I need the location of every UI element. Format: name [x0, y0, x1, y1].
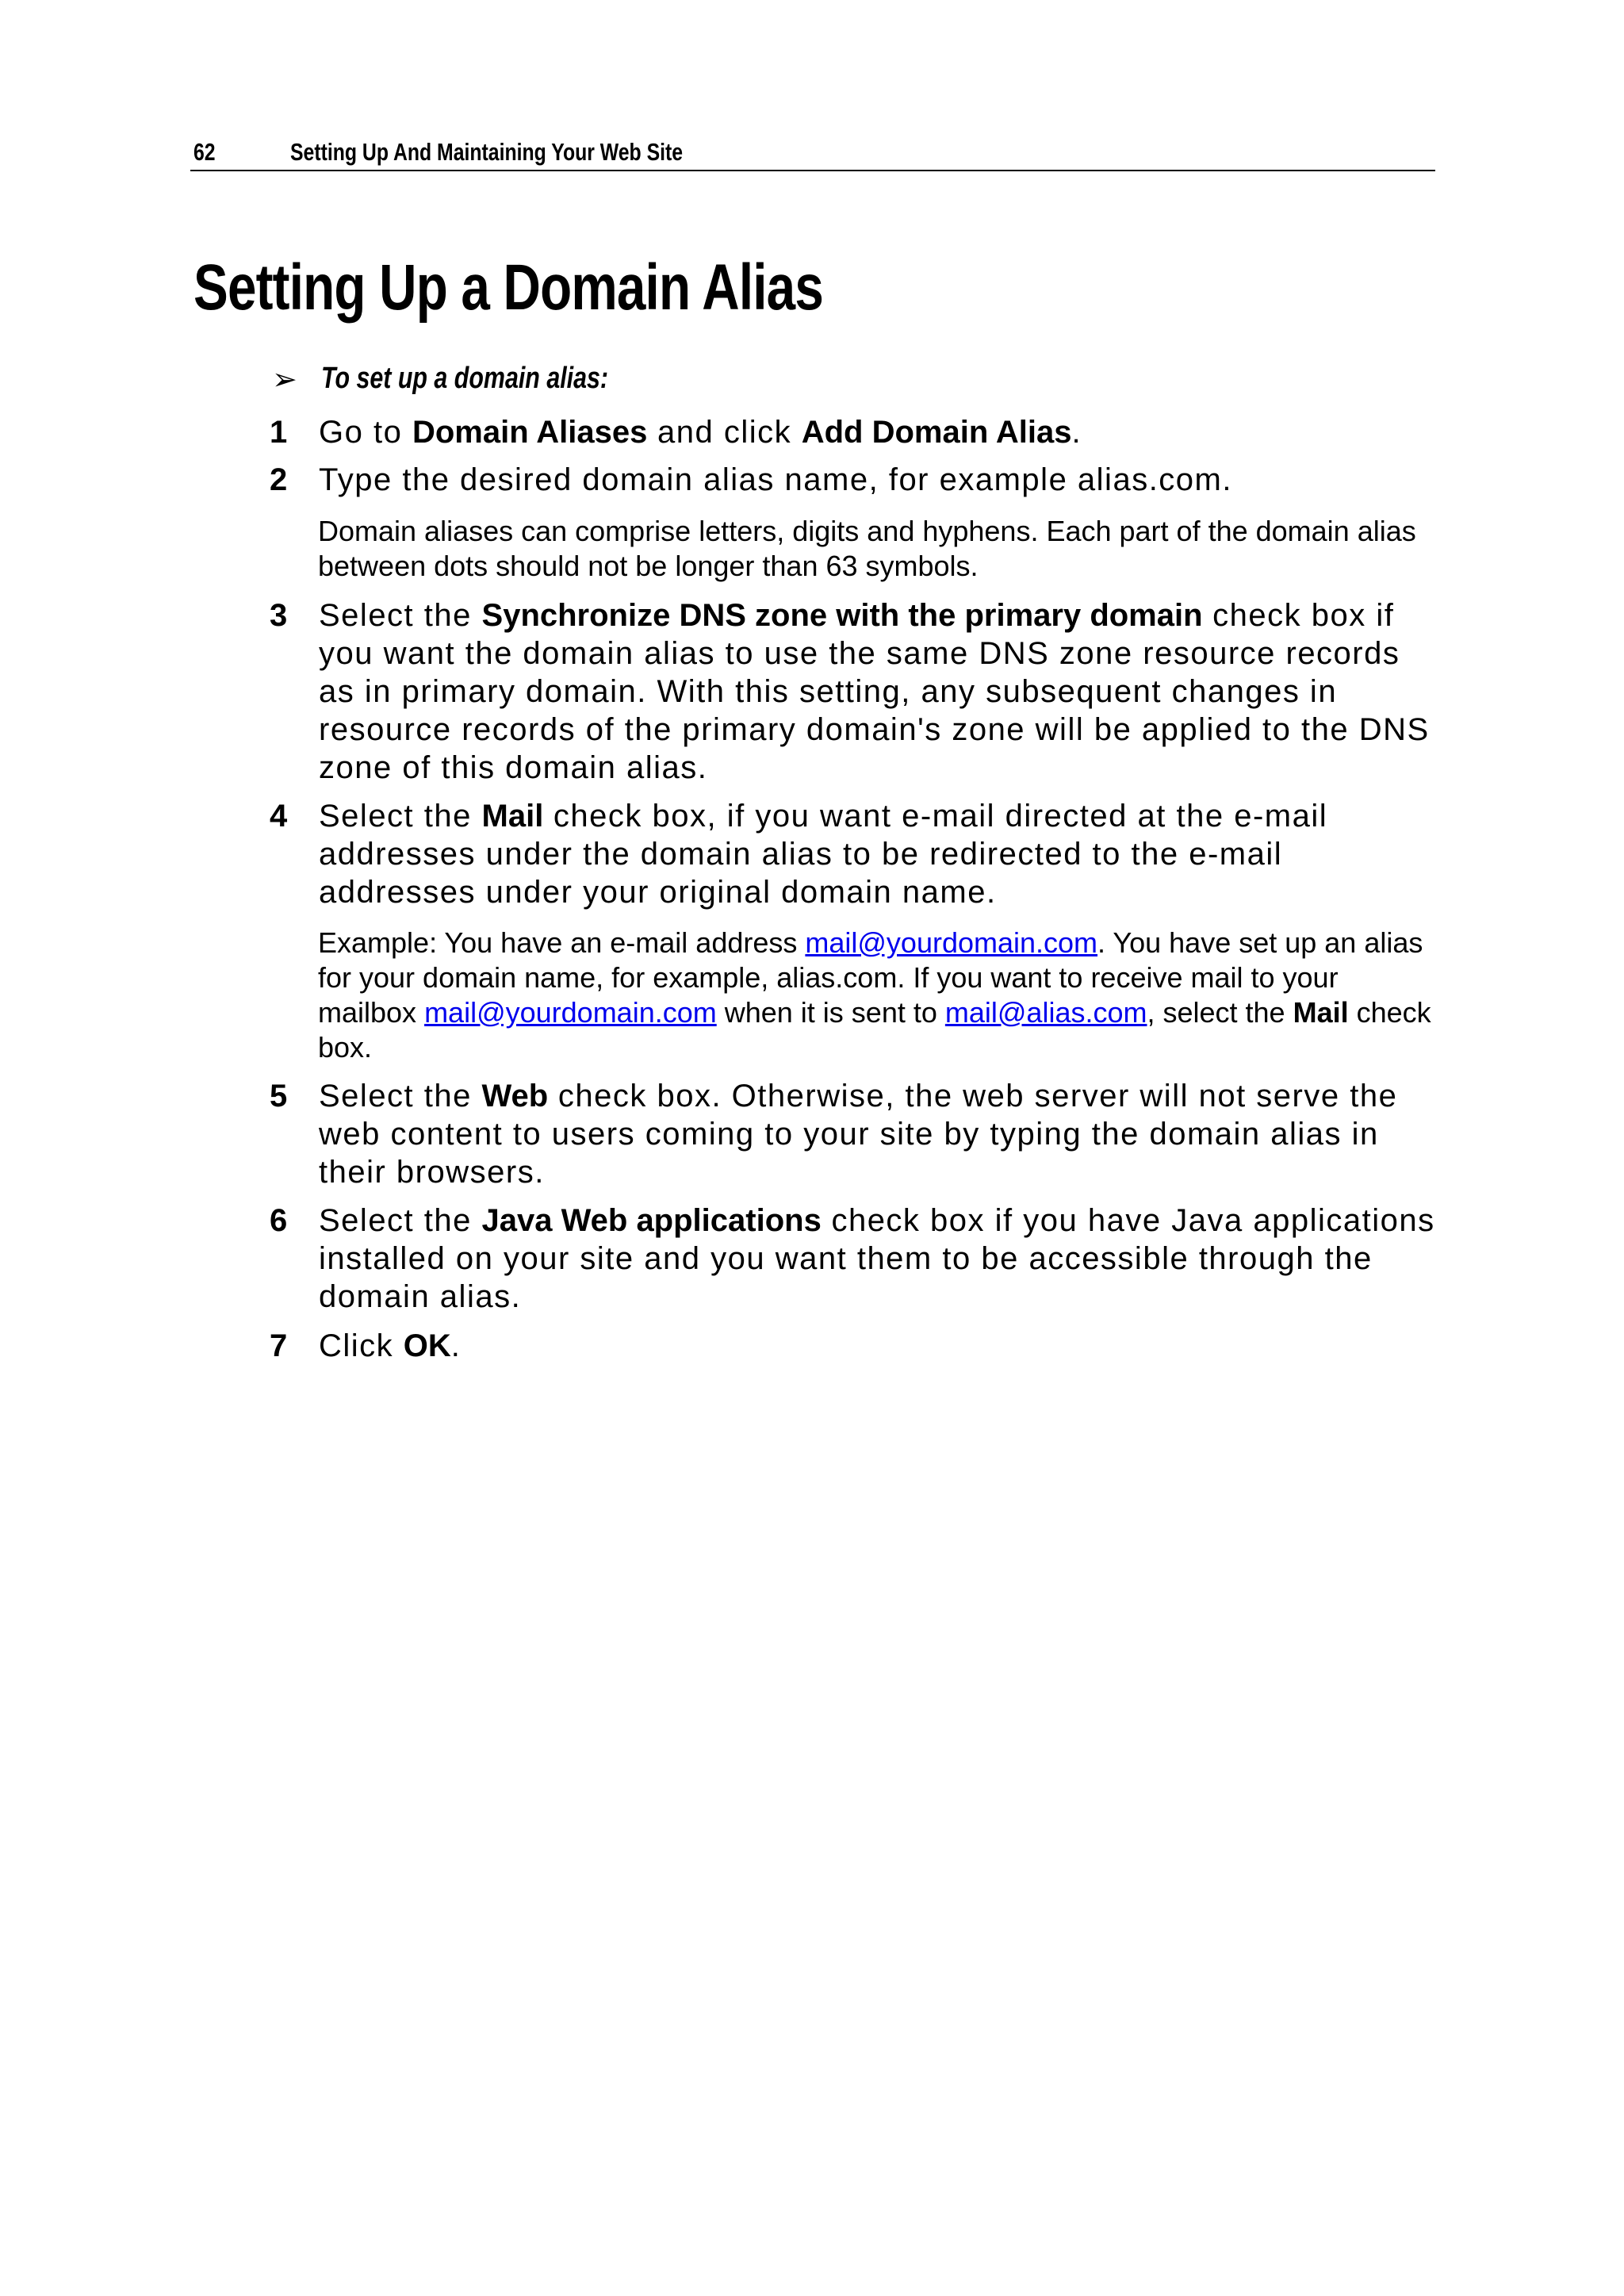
page-number: 62	[193, 138, 216, 166]
step-text: Click OK.	[319, 1328, 462, 1363]
step-number: 7	[270, 1328, 288, 1363]
step-number: 6	[270, 1203, 288, 1238]
step-number: 5	[270, 1079, 288, 1114]
step-text: Select the Synchronize DNS zone with the primary domain check box if you want the domain alias to use the same DNS zone resource records as in primary domain. With this setting, any subsequent changes in resource records of the primary domain's zone will be applied to the DNS zone of this domain alias.	[319, 598, 1430, 785]
step-1	[270, 413, 1439, 451]
step-number: 1	[270, 415, 288, 450]
step-text: Select the Mail check box, if you want e-mail directed at the e-mail addresses under the domain alias to be redirected to the e-mail addresses under your original domain name.	[319, 799, 1328, 910]
step-3	[270, 596, 1439, 787]
section-title: Setting Up a Domain Alias	[193, 251, 824, 324]
step-4	[270, 797, 1439, 911]
note-domain-aliases: Domain aliases can comprise letters, digits and hyphens. Each part of the domain alias between dots should not be longer than 63 symbols.	[318, 515, 1416, 582]
step-number: 2	[270, 462, 288, 497]
running-title: Setting Up And Maintaining Your Web Site	[290, 138, 684, 166]
step-6	[270, 1202, 1439, 1316]
step-number: 4	[270, 799, 288, 834]
arrow-bullet-icon: ➢	[272, 363, 297, 397]
email-link[interactable]: mail@yourdomain.com	[424, 996, 717, 1029]
step-5	[270, 1077, 1439, 1191]
email-link[interactable]: mail@yourdomain.com	[805, 926, 1098, 959]
step-text: Go to Domain Aliases and click Add Domain Alias.	[319, 415, 1082, 450]
note-example: Example: You have an e-mail address mail@yourdomain.com. You have set up an alias for your domain name, for example, alias.com. If you want to receive mail to your mailbox mail@yourdomain.com when it is sent to mail@alias.com, select the Mail check box.	[318, 926, 1431, 1064]
step-text: Select the Web check box. Otherwise, the web server will not serve the web content to users coming to your site by typing the domain alias in their browsers.	[319, 1079, 1398, 1190]
email-link[interactable]: mail@alias.com	[944, 996, 1147, 1029]
procedure-heading-text: To set up a domain alias:	[321, 362, 609, 395]
step-7	[270, 1327, 1439, 1365]
step-2	[270, 461, 1439, 499]
step-text: Select the Java Web applications check box if you have Java applications installed on your site and you want them to be accessible through the domain alias.	[319, 1203, 1435, 1314]
step-text: Type the desired domain alias name, for example alias.com.	[319, 462, 1232, 497]
page-header	[190, 133, 1435, 171]
step-number: 3	[270, 598, 288, 633]
